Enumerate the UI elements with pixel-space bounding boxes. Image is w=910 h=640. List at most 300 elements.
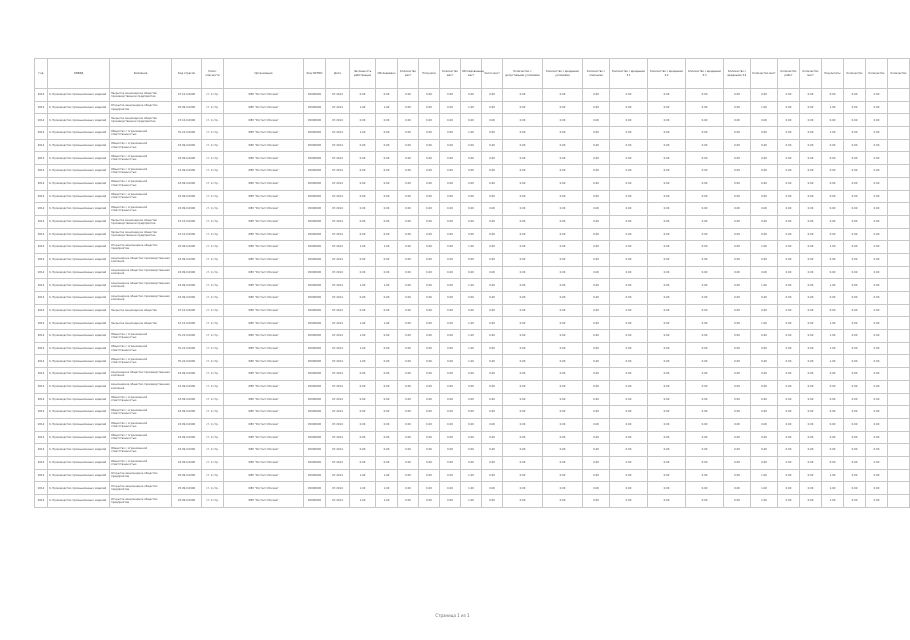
cell-value: 0.00 bbox=[648, 114, 686, 127]
cell-value: 0.00 bbox=[440, 342, 461, 355]
cell-value: 0.00 bbox=[648, 482, 686, 495]
cell-value: 0.00 bbox=[844, 292, 866, 305]
cell-value: 0.00 bbox=[482, 406, 503, 419]
cell-value: 0.00 bbox=[866, 495, 888, 508]
cell-value: 0.00 bbox=[503, 190, 543, 203]
cell-org: ФБУ "Ростест-Москва" bbox=[224, 101, 304, 114]
cell-value: 0.00 bbox=[866, 482, 888, 495]
cell-code: 47.10.0.0000 bbox=[172, 317, 202, 330]
cell-company: Общество с ограниченной ответственностью bbox=[110, 139, 172, 152]
cell-company: Акционерное общество производственная компания bbox=[110, 279, 172, 292]
cell-value: 0.00 bbox=[686, 292, 724, 305]
cell-value: 0.00 bbox=[844, 165, 866, 178]
cell-value: 0.00 bbox=[778, 215, 800, 228]
cell-value: 0.00 bbox=[751, 139, 778, 152]
cell-value: 1.00 bbox=[461, 241, 482, 254]
cell-value: 0.00 bbox=[543, 279, 583, 292]
cell-value: 0.00 bbox=[461, 114, 482, 127]
cell-org: ФБУ "Ростест-Москва" bbox=[224, 495, 304, 508]
cell-value: 1.00 bbox=[461, 279, 482, 292]
cell-value: 0.00 bbox=[376, 89, 398, 102]
cell-value: 0.00 bbox=[376, 203, 398, 216]
cell-value: 0.00 bbox=[724, 114, 751, 127]
cell-value: 0.00 bbox=[844, 342, 866, 355]
column-header: Количество bbox=[866, 59, 888, 89]
column-header: Количество с вредными 3.4 bbox=[724, 59, 751, 89]
data-table bbox=[34, 58, 910, 508]
cell-value: 0.00 bbox=[751, 114, 778, 127]
cell-value: 0.00 bbox=[583, 495, 610, 508]
cell-value: 0.00 bbox=[844, 89, 866, 102]
cell-cls: ст. 4 стр. bbox=[202, 406, 224, 419]
cell-value: 0.00 bbox=[398, 482, 419, 495]
cell-company: Общество с ограниченной ответственностью bbox=[110, 127, 172, 140]
cell-okved: 0. Производство промышленных изделий bbox=[48, 152, 110, 165]
column-header: Организация bbox=[224, 59, 304, 89]
cell-value: 0.00 bbox=[583, 406, 610, 419]
column-header: Дата bbox=[326, 59, 350, 89]
cell-value: 0.00 bbox=[419, 482, 440, 495]
cell-value: 0.00 bbox=[583, 431, 610, 444]
table-row bbox=[35, 279, 910, 292]
cell-code: 25.99.0.0000 bbox=[172, 241, 202, 254]
cell-company: Открытое акционерное общество предприятие bbox=[110, 101, 172, 114]
cell-value: 0.00 bbox=[350, 139, 376, 152]
cell-value: 0.00 bbox=[419, 469, 440, 482]
cell-value: 0.00 bbox=[648, 456, 686, 469]
cell-value: 0.00 bbox=[419, 342, 440, 355]
cell-value: 0.00 bbox=[461, 266, 482, 279]
cell-value: 0.00 bbox=[866, 253, 888, 266]
cell-value: 1.00 bbox=[461, 317, 482, 330]
cell-company: Закрытое акционерное общество bbox=[110, 304, 172, 317]
cell-empty bbox=[888, 101, 910, 114]
cell-value: 0.00 bbox=[778, 444, 800, 457]
cell-oktmo: 45000000 bbox=[304, 368, 326, 381]
cell-value: 0.00 bbox=[503, 253, 543, 266]
cell-value: 0.00 bbox=[543, 177, 583, 190]
cell-value: 0.00 bbox=[686, 355, 724, 368]
cell-value: 1.00 bbox=[461, 127, 482, 140]
cell-okved: 0. Производство промышленных изделий bbox=[48, 241, 110, 254]
cell-code: 47.10.0.0000 bbox=[172, 228, 202, 241]
cell-okved: 0. Производство промышленных изделий bbox=[48, 317, 110, 330]
cell-value: 1.00 bbox=[822, 482, 844, 495]
cell-value: 0.00 bbox=[482, 482, 503, 495]
cell-value: 0.00 bbox=[543, 165, 583, 178]
cell-value: 0.00 bbox=[503, 279, 543, 292]
column-header: Количество с вредными 3.1 bbox=[610, 59, 648, 89]
cell-year: 2014 bbox=[35, 495, 48, 508]
cell-cls: ст. 4 стр. bbox=[202, 304, 224, 317]
cell-value: 0.00 bbox=[844, 304, 866, 317]
cell-company: Открытое акционерное общество предприятие bbox=[110, 482, 172, 495]
cell-okved: 0. Производство промышленных изделий bbox=[48, 418, 110, 431]
cell-value: 0.00 bbox=[648, 342, 686, 355]
cell-value: 0.00 bbox=[350, 456, 376, 469]
cell-cls: ст. 4 стр. bbox=[202, 368, 224, 381]
cell-company: Общество с ограниченной ответственностью bbox=[110, 406, 172, 419]
cell-value: 0.00 bbox=[822, 215, 844, 228]
cell-value: 0.00 bbox=[686, 469, 724, 482]
cell-org: ФБУ "Ростест-Москва" bbox=[224, 304, 304, 317]
cell-value: 1.00 bbox=[751, 317, 778, 330]
cell-value: 0.00 bbox=[866, 393, 888, 406]
cell-code: 43.99.0.0000 bbox=[172, 393, 202, 406]
cell-value: 0.00 bbox=[440, 393, 461, 406]
cell-value: 1.00 bbox=[376, 279, 398, 292]
cell-value: 0.00 bbox=[800, 495, 822, 508]
cell-value: 0.00 bbox=[844, 190, 866, 203]
cell-empty bbox=[888, 444, 910, 457]
cell-value: 0.00 bbox=[724, 253, 751, 266]
cell-value: 0.00 bbox=[543, 292, 583, 305]
cell-value: 0.00 bbox=[398, 241, 419, 254]
cell-value: 0.00 bbox=[482, 355, 503, 368]
cell-value: 0.00 bbox=[398, 139, 419, 152]
cell-value: 0.00 bbox=[543, 406, 583, 419]
cell-value: 0.00 bbox=[686, 203, 724, 216]
cell-value: 0.00 bbox=[686, 431, 724, 444]
cell-company: Общество с ограниченной ответственностью bbox=[110, 177, 172, 190]
cell-date: 07.2014 bbox=[326, 317, 350, 330]
cell-value: 0.00 bbox=[583, 393, 610, 406]
cell-oktmo: 45000000 bbox=[304, 418, 326, 431]
cell-value: 0.00 bbox=[610, 469, 648, 482]
cell-value: 0.00 bbox=[686, 418, 724, 431]
cell-value: 0.00 bbox=[419, 139, 440, 152]
cell-value: 0.00 bbox=[503, 101, 543, 114]
cell-oktmo: 45000000 bbox=[304, 215, 326, 228]
table-row bbox=[35, 177, 910, 190]
cell-value: 0.00 bbox=[583, 456, 610, 469]
cell-code: 47.10.0.0000 bbox=[172, 215, 202, 228]
cell-value: 1.00 bbox=[350, 101, 376, 114]
cell-value: 0.00 bbox=[419, 304, 440, 317]
cell-value: 0.00 bbox=[583, 101, 610, 114]
cell-value: 1.00 bbox=[350, 241, 376, 254]
cell-year: 2014 bbox=[35, 317, 48, 330]
cell-value: 0.00 bbox=[648, 406, 686, 419]
cell-value: 0.00 bbox=[751, 456, 778, 469]
cell-value: 0.00 bbox=[686, 215, 724, 228]
cell-value: 0.00 bbox=[778, 253, 800, 266]
cell-value: 0.00 bbox=[751, 380, 778, 393]
cell-oktmo: 45000000 bbox=[304, 241, 326, 254]
cell-cls: ст. 4 стр. bbox=[202, 101, 224, 114]
cell-company: Закрытое акционерное общество производственное предприятие bbox=[110, 228, 172, 241]
cell-value: 0.00 bbox=[398, 215, 419, 228]
column-header: Результаты bbox=[822, 59, 844, 89]
table-row bbox=[35, 393, 910, 406]
cell-value: 0.00 bbox=[376, 190, 398, 203]
cell-okved: 0. Производство промышленных изделий bbox=[48, 253, 110, 266]
cell-value: 0.00 bbox=[503, 266, 543, 279]
cell-value: 0.00 bbox=[800, 190, 822, 203]
cell-value: 1.00 bbox=[822, 101, 844, 114]
cell-value: 0.00 bbox=[724, 203, 751, 216]
cell-year: 2014 bbox=[35, 482, 48, 495]
cell-date: 07.2014 bbox=[326, 127, 350, 140]
cell-value: 0.00 bbox=[844, 317, 866, 330]
cell-value: 0.00 bbox=[419, 330, 440, 343]
cell-value: 0.00 bbox=[543, 469, 583, 482]
cell-value: 0.00 bbox=[751, 89, 778, 102]
cell-date: 07.2014 bbox=[326, 456, 350, 469]
cell-code: 70.22.0.0000 bbox=[172, 342, 202, 355]
cell-value: 0.00 bbox=[583, 127, 610, 140]
page-footer: Страница 1 из 1 bbox=[435, 613, 470, 618]
cell-value: 0.00 bbox=[648, 317, 686, 330]
column-header: Численность работающих bbox=[350, 59, 376, 89]
cell-value: 0.00 bbox=[376, 380, 398, 393]
cell-oktmo: 45000000 bbox=[304, 330, 326, 343]
cell-org: ФБУ "Ростест-Москва" bbox=[224, 203, 304, 216]
cell-company: Общество с ограниченной ответственностью bbox=[110, 355, 172, 368]
cell-org: ФБУ "Ростест-Москва" bbox=[224, 418, 304, 431]
table-row bbox=[35, 342, 910, 355]
cell-value: 0.00 bbox=[398, 89, 419, 102]
cell-empty bbox=[888, 165, 910, 178]
cell-value: 0.00 bbox=[778, 393, 800, 406]
cell-value: 0.00 bbox=[866, 114, 888, 127]
cell-value: 0.00 bbox=[461, 152, 482, 165]
cell-value: 0.00 bbox=[751, 152, 778, 165]
cell-date: 07.2014 bbox=[326, 89, 350, 102]
cell-value: 0.00 bbox=[482, 203, 503, 216]
cell-value: 0.00 bbox=[440, 317, 461, 330]
cell-date: 07.2014 bbox=[326, 228, 350, 241]
cell-value: 0.00 bbox=[461, 368, 482, 381]
cell-value: 0.00 bbox=[482, 101, 503, 114]
cell-date: 07.2014 bbox=[326, 469, 350, 482]
cell-value: 0.00 bbox=[376, 304, 398, 317]
cell-value: 0.00 bbox=[461, 380, 482, 393]
cell-value: 0.00 bbox=[482, 241, 503, 254]
cell-value: 0.00 bbox=[724, 89, 751, 102]
cell-org: ФБУ "Ростест-Москва" bbox=[224, 431, 304, 444]
cell-value: 0.00 bbox=[648, 127, 686, 140]
table-row bbox=[35, 215, 910, 228]
column-header: Количество bbox=[888, 59, 910, 89]
cell-company: Общество с ограниченной ответственностью bbox=[110, 165, 172, 178]
cell-empty bbox=[888, 355, 910, 368]
cell-value: 0.00 bbox=[778, 317, 800, 330]
cell-value: 0.00 bbox=[822, 152, 844, 165]
cell-value: 0.00 bbox=[583, 355, 610, 368]
cell-value: 0.00 bbox=[778, 203, 800, 216]
cell-value: 1.00 bbox=[461, 482, 482, 495]
cell-value: 0.00 bbox=[398, 355, 419, 368]
cell-cls: ст. 4 стр. bbox=[202, 203, 224, 216]
cell-company: Закрытое акционерное общество bbox=[110, 317, 172, 330]
cell-value: 0.00 bbox=[724, 177, 751, 190]
cell-value: 0.00 bbox=[866, 152, 888, 165]
cell-value: 0.00 bbox=[543, 444, 583, 457]
cell-date: 07.2014 bbox=[326, 355, 350, 368]
column-header: Количество с опасными bbox=[583, 59, 610, 89]
cell-value: 0.00 bbox=[583, 165, 610, 178]
cell-value: 0.00 bbox=[724, 456, 751, 469]
cell-oktmo: 45000000 bbox=[304, 393, 326, 406]
cell-value: 0.00 bbox=[778, 165, 800, 178]
cell-value: 0.00 bbox=[610, 444, 648, 457]
cell-value: 0.00 bbox=[822, 253, 844, 266]
cell-okved: 0. Производство промышленных изделий bbox=[48, 177, 110, 190]
cell-value: 0.00 bbox=[648, 215, 686, 228]
cell-okved: 0. Производство промышленных изделий bbox=[48, 304, 110, 317]
cell-value: 0.00 bbox=[648, 292, 686, 305]
cell-value: 0.00 bbox=[751, 342, 778, 355]
cell-value: 0.00 bbox=[419, 228, 440, 241]
cell-value: 1.00 bbox=[376, 241, 398, 254]
cell-value: 0.00 bbox=[778, 482, 800, 495]
cell-value: 0.00 bbox=[686, 114, 724, 127]
cell-value: 0.00 bbox=[503, 418, 543, 431]
cell-company: Открытое акционерное общество предприятие bbox=[110, 495, 172, 508]
cell-value: 0.00 bbox=[543, 228, 583, 241]
cell-value: 0.00 bbox=[610, 330, 648, 343]
cell-org: ФБУ "Ростест-Москва" bbox=[224, 292, 304, 305]
cell-oktmo: 45000000 bbox=[304, 190, 326, 203]
cell-value: 0.00 bbox=[724, 304, 751, 317]
cell-org: ФБУ "Ростест-Москва" bbox=[224, 469, 304, 482]
cell-value: 0.00 bbox=[376, 444, 398, 457]
cell-value: 0.00 bbox=[583, 380, 610, 393]
cell-value: 0.00 bbox=[686, 342, 724, 355]
cell-value: 0.00 bbox=[583, 279, 610, 292]
cell-value: 0.00 bbox=[398, 444, 419, 457]
cell-org: ФБУ "Ростест-Москва" bbox=[224, 393, 304, 406]
cell-cls: ст. 4 стр. bbox=[202, 139, 224, 152]
cell-value: 0.00 bbox=[543, 152, 583, 165]
cell-value: 0.00 bbox=[482, 177, 503, 190]
cell-value: 0.00 bbox=[822, 406, 844, 419]
cell-value: 0.00 bbox=[398, 406, 419, 419]
cell-value: 0.00 bbox=[751, 266, 778, 279]
cell-oktmo: 45000000 bbox=[304, 165, 326, 178]
cell-value: 0.00 bbox=[844, 253, 866, 266]
cell-value: 0.00 bbox=[503, 177, 543, 190]
cell-code: 43.99.0.0000 bbox=[172, 456, 202, 469]
cell-value: 0.00 bbox=[822, 114, 844, 127]
cell-code: 70.22.0.0000 bbox=[172, 355, 202, 368]
cell-value: 0.00 bbox=[866, 342, 888, 355]
cell-value: 0.00 bbox=[440, 114, 461, 127]
cell-value: 0.00 bbox=[648, 330, 686, 343]
cell-value: 0.00 bbox=[482, 127, 503, 140]
cell-value: 0.00 bbox=[648, 431, 686, 444]
cell-empty bbox=[888, 190, 910, 203]
cell-cls: ст. 4 стр. bbox=[202, 241, 224, 254]
cell-value: 0.00 bbox=[543, 241, 583, 254]
cell-value: 0.00 bbox=[461, 418, 482, 431]
cell-date: 07.2014 bbox=[326, 101, 350, 114]
cell-value: 0.00 bbox=[419, 317, 440, 330]
cell-value: 0.00 bbox=[461, 203, 482, 216]
cell-company: Общество с ограниченной ответственностью bbox=[110, 330, 172, 343]
cell-empty bbox=[888, 406, 910, 419]
cell-value: 0.00 bbox=[503, 469, 543, 482]
cell-value: 0.00 bbox=[583, 444, 610, 457]
cell-value: 0.00 bbox=[800, 469, 822, 482]
cell-okved: 0. Производство промышленных изделий bbox=[48, 444, 110, 457]
cell-value: 0.00 bbox=[866, 190, 888, 203]
cell-value: 0.00 bbox=[461, 89, 482, 102]
cell-empty bbox=[888, 127, 910, 140]
cell-value: 0.00 bbox=[376, 456, 398, 469]
cell-value: 0.00 bbox=[866, 292, 888, 305]
cell-value: 0.00 bbox=[482, 469, 503, 482]
cell-value: 0.00 bbox=[844, 101, 866, 114]
cell-value: 0.00 bbox=[398, 330, 419, 343]
cell-company: Общество с ограниченной ответственностью bbox=[110, 444, 172, 457]
cell-value: 0.00 bbox=[419, 89, 440, 102]
cell-code: 25.99.0.0000 bbox=[172, 101, 202, 114]
cell-value: 0.00 bbox=[482, 190, 503, 203]
cell-empty bbox=[888, 368, 910, 381]
cell-empty bbox=[888, 114, 910, 127]
cell-value: 1.00 bbox=[376, 101, 398, 114]
cell-value: 0.00 bbox=[724, 241, 751, 254]
cell-value: 1.00 bbox=[376, 495, 398, 508]
cell-date: 07.2014 bbox=[326, 215, 350, 228]
cell-value: 1.00 bbox=[376, 482, 398, 495]
cell-code: 43.99.0.0000 bbox=[172, 292, 202, 305]
cell-value: 0.00 bbox=[822, 89, 844, 102]
cell-year: 2014 bbox=[35, 241, 48, 254]
cell-value: 0.00 bbox=[543, 317, 583, 330]
cell-okved: 0. Производство промышленных изделий bbox=[48, 190, 110, 203]
cell-code: 43.99.0.0000 bbox=[172, 152, 202, 165]
cell-value: 0.00 bbox=[844, 203, 866, 216]
cell-value: 0.00 bbox=[398, 266, 419, 279]
cell-org: ФБУ "Ростест-Москва" bbox=[224, 279, 304, 292]
cell-oktmo: 45000000 bbox=[304, 101, 326, 114]
cell-value: 0.00 bbox=[376, 177, 398, 190]
cell-value: 0.00 bbox=[610, 228, 648, 241]
cell-code: 43.99.0.0000 bbox=[172, 253, 202, 266]
cell-value: 0.00 bbox=[844, 152, 866, 165]
cell-value: 0.00 bbox=[376, 355, 398, 368]
cell-value: 0.00 bbox=[419, 152, 440, 165]
cell-value: 0.00 bbox=[610, 279, 648, 292]
cell-oktmo: 45000000 bbox=[304, 152, 326, 165]
cell-cls: ст. 4 стр. bbox=[202, 393, 224, 406]
cell-empty bbox=[888, 228, 910, 241]
cell-value: 0.00 bbox=[724, 190, 751, 203]
cell-org: ФБУ "Ростест-Москва" bbox=[224, 317, 304, 330]
cell-value: 0.00 bbox=[610, 266, 648, 279]
cell-okved: 0. Производство промышленных изделий bbox=[48, 355, 110, 368]
cell-code: 70.22.0.0000 bbox=[172, 330, 202, 343]
cell-value: 0.00 bbox=[648, 266, 686, 279]
cell-value: 0.00 bbox=[724, 380, 751, 393]
cell-value: 0.00 bbox=[543, 355, 583, 368]
cell-value: 0.00 bbox=[800, 342, 822, 355]
cell-value: 0.00 bbox=[800, 279, 822, 292]
cell-oktmo: 45000000 bbox=[304, 228, 326, 241]
cell-value: 0.00 bbox=[844, 330, 866, 343]
cell-value: 0.00 bbox=[778, 495, 800, 508]
cell-value: 0.00 bbox=[503, 228, 543, 241]
cell-value: 0.00 bbox=[751, 330, 778, 343]
cell-value: 1.00 bbox=[350, 342, 376, 355]
cell-value: 0.00 bbox=[583, 304, 610, 317]
cell-value: 0.00 bbox=[778, 241, 800, 254]
cell-empty bbox=[888, 418, 910, 431]
cell-value: 0.00 bbox=[503, 355, 543, 368]
